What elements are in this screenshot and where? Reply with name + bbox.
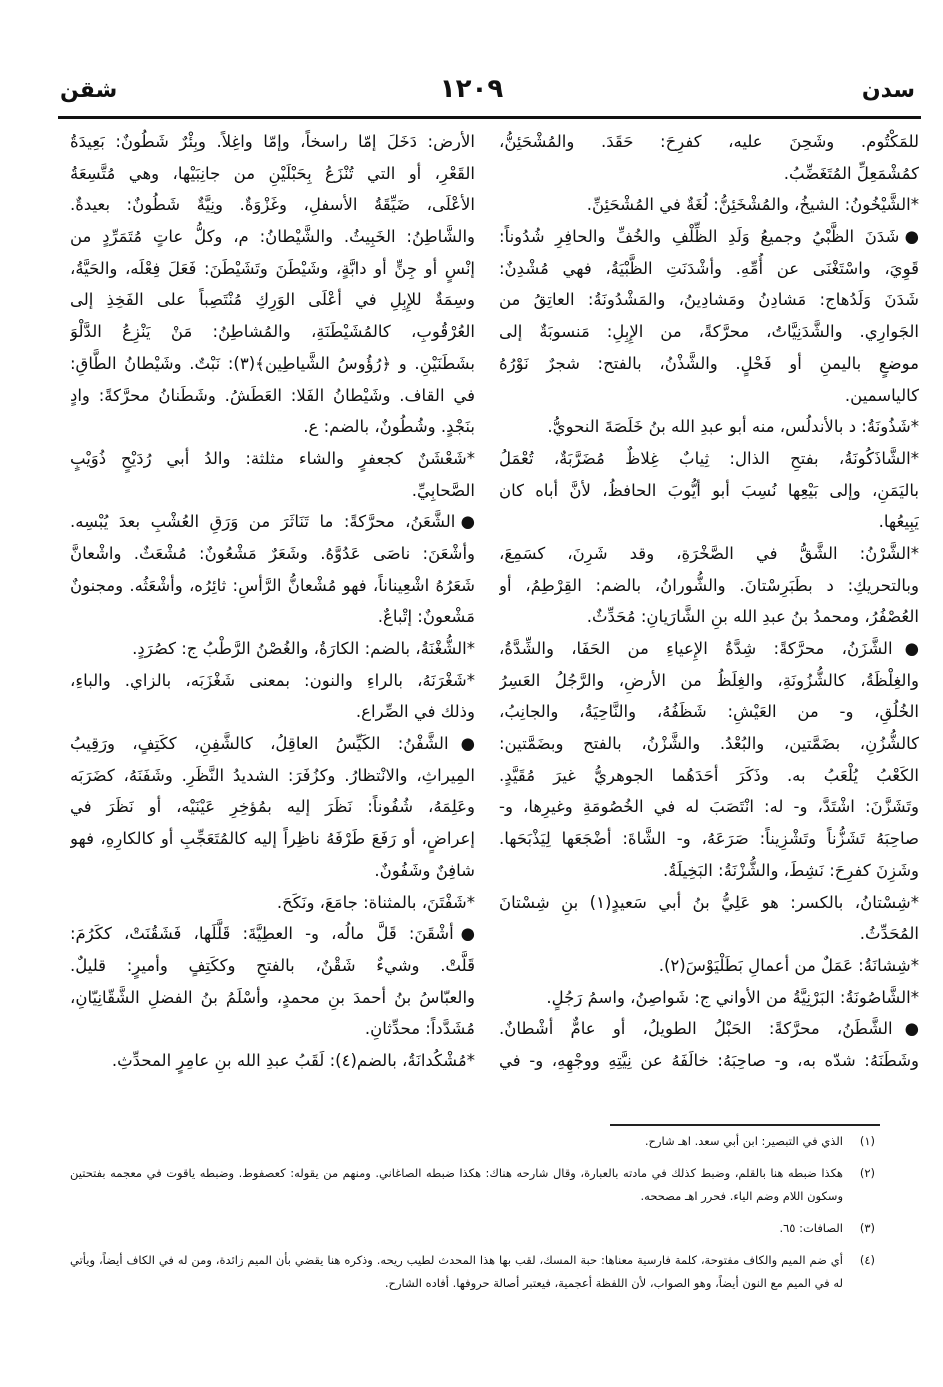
footnote-text: أي ضم الميم والكاف مفتوحة، كلمة فارسية معناها: حبة المسك، لقب بها هذا المحدث لطيب ريحه. وذكره هنا يقضي بأن الميم زائدة، ومن له في الكاف أيضاً، ويأتي له في الميم مع النون أيضاً، وهو الصواب، لأن اللفظة أعجمية، فيعتبر أصالة حروفها. أفاده الشارح. <box>70 1253 843 1290</box>
text-line: الخُلُقِ، و- من العَيْشِ: شَظَفُهُ، والنَّاحِيَةُ، والجانِبُ، <box>499 702 919 722</box>
text-line: *شِشانَةُ: عَمَلٌ من أعمالِ بَطَلْيَوْسَ(٢). <box>658 955 919 975</box>
text-line: شَعَرُهُ اشْعِيناناً، فهو مُشْعانُّ الرَّأسِ: ثائِرُه، وأشْعَثُه. ومجنونٌ <box>70 575 475 595</box>
text-line: والعبّاسُ بنُ أحمدَ بنِ محمدٍ، وأسْلَمُ بنُ الفضلِ الشَّقّانِيّانِ، <box>70 987 475 1007</box>
text-line: ●الشَّزَنُ، محرَّكةً: شِدَّةُ الإِعياءِ من الحَفَا، والشِّدَّةُ، <box>499 639 919 658</box>
footnote <box>70 1217 875 1240</box>
footnote-text: الذي في التبصير: ابن أبي سعد. اهـ شارح. <box>644 1134 843 1148</box>
text-line: كالياسمين. <box>844 385 919 405</box>
footnote-number: (١) <box>859 1134 875 1148</box>
footnote-number: (٤) <box>859 1253 875 1267</box>
text-line: وشَزِنَ كفرِحَ: نَشِطَ، والشُّزْنَةُ: البَخِيلَةُ. <box>663 860 919 880</box>
text-line: كالشُّزُنِ، بضَمَّتين، والبُعْدُ. والشَّزْنُ، بالفتح وبضَمَّتين: <box>499 734 919 754</box>
text-line: العُرْقُوبِ، كالمُشَيْطَنَةِ، والمُشاطِنُ: مَنْ يَنْزِعُ الدَّلْوَ <box>70 322 475 342</box>
text-line: ●شَدَنَ الظَّبْيُ وجميعُ وَلَدِ الظِّلْفِ والخُفِّ والحافِرِ شُدُوناً: <box>499 227 919 247</box>
text-line: الصَّحابِيِّ. <box>411 480 475 500</box>
text-line: وسِمَةٌ للإِبِلِ في أعْلَى الوَرِكِ مُنْتَصِباً على الفَخِذِ إلى <box>70 290 475 310</box>
text-line: *شَذُونَةُ: د بالأندلُس، منه أبو عبدِ الله بنُ خَلَصَةَ النحويُّ. <box>547 417 919 437</box>
header-root-word-left: شقن <box>60 78 118 103</box>
text-line: الجَوارِي. والشَّدَنِيَّاتُ، محرَّكةً، من الإِبِلِ: مَنسوبَةٌ إلى <box>499 322 919 342</box>
text-line: *شَغْرَنَهُ، بالراءِ والنون: بمعنى شَغْزَبَه، بالزاي. والباءِ، <box>70 670 475 690</box>
text-line: شَدَنَ وَلَدُهاج: مَشادِنُ ومَشادِينُ، والمَشْدُونَةُ: العاتِقُ من <box>499 290 919 310</box>
text-line: ●أشْقَنَ: قَلَّ مالُه، و- العطِيَّةَ: قَلَّلَها، فَشَقُنَتْ، ككَرُمَ: <box>70 924 475 944</box>
text-line: وأشْعَنَ: ناصَى عَدُوَّهُ. وشَعَرٌ مَشْعُونٌ: مُشْعَثٌ. واشْعانَّ <box>70 543 475 563</box>
text-line: *الشَّاصُونَةُ: البَرْنِيَّةُ من الأواني ج: شَواصِنُ، واسمُ رَجُلٍ. <box>546 987 919 1007</box>
header-root-word-right: سدن <box>861 78 915 103</box>
text-line: موضعٍ باليمنِ أو فَحْلٍ. والشَّذْنُ، بالفتح: شجرٌ نَوْرُهُ <box>499 353 919 373</box>
footnote-rule <box>610 1124 880 1126</box>
text-line: إعراضٍ، أو رَفَعَ طَرْفَهُ ناظِراً إليه كالمُتَعَجِّبِ أو كالكارِهِ، فهو <box>70 829 475 849</box>
text-line: إنْسٍ أو جِنٍّ أو دابَّةٍ، وشَيْطَنَ وتَشَيْطَنَ: فَعَلَ فِعْلَه، والحَيَّةُ، <box>70 258 475 278</box>
text-line: المِيراثِ، والانْتظارُ. وكزُفَرَ: الشديدُ النَّظَرِ. وشَفَنَهُ، كضَرَبَه <box>70 765 475 785</box>
text-line: *الشَّاذَكُونَةُ، بفتحِ الذال: ثِيابٌ غِلاظٌ مُضَرَّبَةٌ، تُعْمَلُ <box>499 448 919 468</box>
text-line: باليَمَنِ، وإلى بَيْعِها نُسِبَ أبو أيُّوبَ الحافظُ، لأنَّ أباه كان <box>499 480 919 500</box>
footnote <box>70 1249 875 1295</box>
text-line: شافِنٌ وشَفُونٌ. <box>374 860 475 880</box>
footnote-text: هكذا ضبطه هنا بالقلم، وضبط كذلك في مادته بالعبارة، وقال شارحه هناك: هكذا ضبطه الصاغاني. ومنهم من يقوله: كعصفوط. وضبطه ياقوت في معجمه بفتحتين وسكون اللام وضم الياء. فحرر اهـ مصححه. <box>70 1166 843 1203</box>
text-line: الأرض: دَخَلَ إمّا راسخاً، وإمّا واغِلاً. وبِئْرٌ شَطُونٌ: بَعِيدَةُ <box>70 132 475 151</box>
text-line: للمَكْتُوم. وشَحِنَ عليه، كفرِحَ: حَقَدَ. والمُشْحَئِنُّ، <box>499 132 919 151</box>
text-line: وبالتحريكِ: د بطَبَرِسْتانَ. والشُّورانُ، بالضم: القِرْطِمُ، أو <box>499 575 919 595</box>
text-line: ●الشَّعَنُ، محرَّكةً: ما تَنَاثَرَ من وَرَقِ العُشْبِ بعدَ يُبْسِه. <box>70 512 475 532</box>
text-line: وذلك في الصِّراع. <box>355 702 475 722</box>
right-column <box>499 126 919 1077</box>
text-line: وشَطَنَهُ: شدّه به، و- صاحِبَهُ: خالَفَهُ عن نِيَّتِهِ ووجْهِهِ، و- في <box>499 1050 919 1070</box>
text-line: ●الشَّفْنُ: الكَيِّسُ العاقِلُ، كالشَّفِنِ، ككَتِفٍ، ورَقِيبُ <box>70 734 475 754</box>
text-line: المُحَدِّثُ. <box>859 924 919 944</box>
text-line: *مُشْكُدانَةُ، بالضم(٤): لَقَبُ عبدِ الله بنِ عامِرٍ المحدِّثِ. <box>111 1050 475 1070</box>
text-line: قَوِيَ، واسْتَغْنَى عن أُمِّهِ. وأشْدَنَتِ الظَّبْيَةُ، فهي مُشْدِنٌ: <box>499 258 919 278</box>
text-line: الكَعْبُ يُلْعَبُ به. وذَكَرَ أحَدَهُما الجوهريُّ غيرَ مُقَيَّدٍ. <box>499 765 919 785</box>
text-line: بشَطَنَيْنِ. و ﴿رُؤُوسُ الشَّياطِين﴾(٣): نَبْتٌ. وشَيْطانُ الطَّاقِ: <box>70 353 475 373</box>
footnote-text: الصافات: ٦٥. <box>779 1221 843 1235</box>
footnote-number: (٣) <box>859 1221 875 1235</box>
text-line: مَشْعونٌ: إتْباعٌ. <box>377 607 475 627</box>
header-rule <box>58 116 921 119</box>
text-line: *شَفْتَنَ، بالمثناة: جامَعَ، ونَكَحَ. <box>276 892 475 912</box>
footnote <box>70 1162 875 1208</box>
text-line: والغِلْظَةُ، كالشُّزُونَةِ، والغِلَظُ من الأرضِ، والرَّجُلُ العَسِرُ <box>499 670 919 690</box>
page-number: ١٢٠٩ <box>439 74 504 104</box>
text-line: الأعْلَى، ضَيِّقَةُ الأسفلِ، وغَزْوَةٌ. ونِيَّةٌ شَطُونٌ: بعيدةٌ. <box>70 195 475 215</box>
footnote <box>70 1130 875 1153</box>
text-line: *الشَّرْنُ: الشَّقُّ في الصَّخْرَةِ، وقد شَرِنَ، كسَمِعَ، <box>499 543 919 563</box>
text-line: ●الشَّطَنُ، محرَّكةً: الحَبْلُ الطويلُ، أو عامٌّ أشْطانٌ. <box>499 1019 919 1039</box>
text-line: القَعْرِ، أو التي تُنْزَعُ بِحَبْلَيْنِ من جانِبَيْها، وهي مُتَّسِعَةُ <box>70 163 475 183</box>
text-line: *شِسْتانُ، بالكسر: هو عَلِيُّ بنُ أبي سَعيدٍ(١) بنِ شِسْتانَ <box>499 892 919 912</box>
footnotes <box>70 1130 875 1304</box>
text-line: بنَجْدٍ. وشُطُونٌ، بالضم: ع. <box>303 417 475 437</box>
footnote-number: (٢) <box>859 1166 875 1180</box>
text-line: في القاف. وشَيْطانُ الفَلا: العَطَشُ. وشَطَنانُ محرَّكةً: وادٍ <box>70 385 475 405</box>
left-column <box>70 126 475 1077</box>
text-line: *الشَّيْخُونُ: الشيخُ، والمُشْخَئِنُّ: لُغَةٌ في المُشْحَئِنِّ. <box>586 195 919 215</box>
text-line: مُشَدَّداً: محدِّثانِ. <box>364 1019 475 1039</box>
text-line: العُصْفُرُ، ومحمدُ بنُ عبدِ الله بنِ الشَّارَيانِ: مُحَدِّثٌ. <box>586 607 919 627</box>
text-line: *الشُّغْنَةُ، بالضم: الكارَةُ، والغُصْنُ الرَّطْبُ ج: كصُرَدٍ. <box>132 639 475 658</box>
text-line: قَلَّتْ. وشيءٌ شَقْنٌ، بالفتحِ وككَتِفٍ وأميرٍ: قليلٌ. <box>70 955 475 975</box>
text-line: *شَعْشَنٌ كجعفرٍ والشاء مثلثة: والدُ أبي رُدَيْحٍ ذُوَيْبٍ <box>70 448 475 468</box>
text-line: وعَلِمَهُ، شُفُوناً: نَظَرَ إليه بمُؤخِرِ عَيْنَيْه، أو نَظَرَ في <box>70 797 475 817</box>
text-line: يَبِيعُها. <box>878 512 919 532</box>
text-line: والشَّاطِنُ: الخَبِيثُ. والشَّيْطانُ: م، وكلُّ عاتٍ مُتَمَرِّدٍ من <box>70 227 475 247</box>
text-line: وتَشَزَّنَ: اشْتَدَّ، و- له: انْتَصَبَ له في الخُصُومَةِ وغيرِها، و- <box>499 797 919 817</box>
text-line: صاحِبَهُ تَشَزُّناً وتَشْزِيناً: صَرَعَهُ، و- الشَّاةَ: أضْجَعَها لِيَذْبَحَها. <box>499 829 919 849</box>
text-line: كمُشْمَعِلِّ المُتَغَضِّبُ. <box>783 163 919 183</box>
